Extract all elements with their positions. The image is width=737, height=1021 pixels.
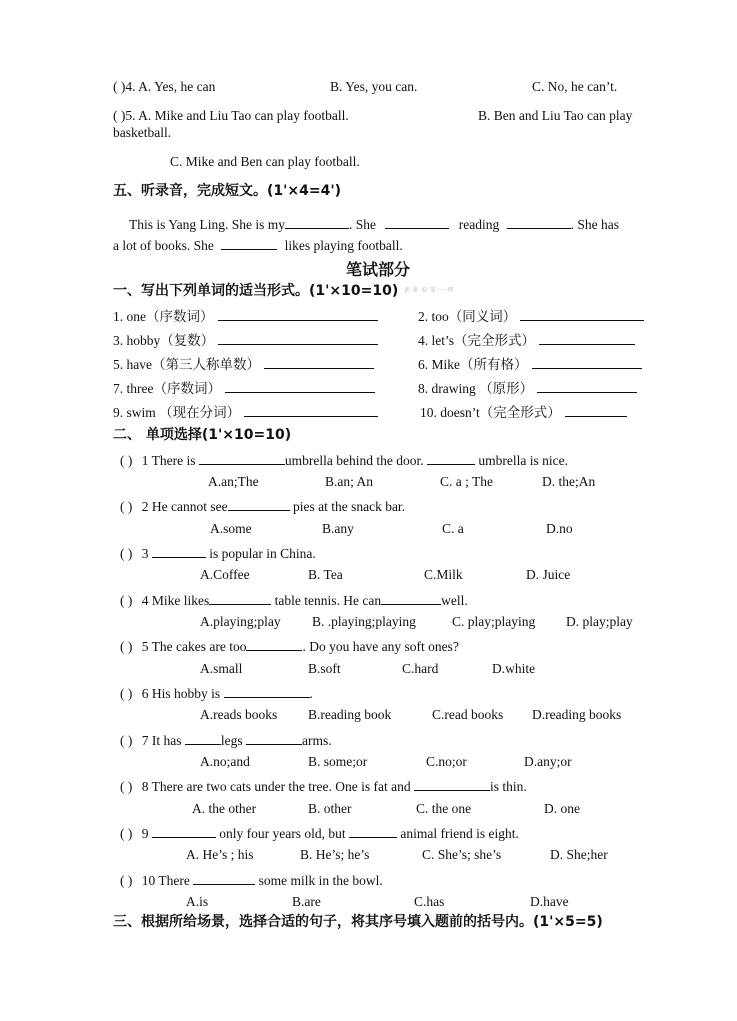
answer-blank[interactable]: [264, 354, 374, 369]
option-c: C. play;playing: [452, 614, 536, 629]
fill-blank[interactable]: [209, 590, 271, 605]
fill-blank[interactable]: [246, 636, 302, 651]
answer-blank[interactable]: [218, 306, 378, 321]
passage-line-2: a lot of books. She likes playing football.: [113, 235, 403, 255]
option-a: A. He’s ; his: [186, 847, 254, 862]
option-c: C. the one: [416, 801, 472, 816]
answer-paren: ( ): [113, 79, 126, 94]
option-a: A.playing;play: [200, 614, 281, 629]
answer-blank[interactable]: [539, 330, 635, 345]
fill-blank[interactable]: [199, 450, 285, 465]
fill-blank[interactable]: [152, 823, 216, 838]
part-1-title: 一、写出下列单词的适当形式。(1'×10=10) 新·课 ·标·第 ·一·网: [113, 283, 454, 299]
mc-question-10: ( ) 10 There some milk in the bowl.: [120, 870, 383, 890]
question-5: ( )5. A. Mike and Liu Tao can play football.: [113, 108, 349, 123]
answer-paren[interactable]: ( ): [120, 639, 133, 654]
fill-blank[interactable]: [385, 214, 449, 229]
option-d: D.reading books: [532, 707, 622, 722]
option-b: B.are: [292, 894, 321, 909]
option-b: B. .playing;playing: [312, 614, 416, 629]
fill-blank[interactable]: [381, 590, 441, 605]
fill-blank[interactable]: [221, 235, 277, 250]
fill-blank[interactable]: [507, 214, 571, 229]
answer-blank[interactable]: [244, 402, 378, 417]
option-d: D.no: [546, 521, 573, 536]
mc-question-7: ( ) 7 It has legs arms.: [120, 730, 332, 750]
watermark: 新·课 ·标·第 ·一·网: [404, 287, 454, 294]
option-c: C.read books: [432, 707, 504, 722]
section-5-title: 五、听录音，完成短文。(1'×4=4'): [113, 183, 342, 199]
option-a: A. Mike and Liu Tao can play football.: [138, 108, 349, 123]
option-d: D. Juice: [526, 567, 571, 582]
option-d: D. play;play: [566, 614, 633, 629]
answer-paren[interactable]: ( ): [120, 733, 133, 748]
fill-blank[interactable]: [349, 823, 397, 838]
option-b: B. Ben and Liu Tao can play: [478, 108, 633, 123]
fill-blank[interactable]: [285, 214, 349, 229]
option-d: D. the;An: [542, 474, 596, 489]
fill-blank[interactable]: [152, 543, 206, 558]
word-item-6: 6. Mike（所有格）: [418, 354, 642, 374]
word-item-1: 1. one（序数词）: [113, 306, 378, 326]
answer-paren[interactable]: ( ): [120, 826, 133, 841]
mc-question-9: ( ) 9 only four years old, but animal friend is eight.: [120, 823, 519, 843]
answer-blank[interactable]: [537, 378, 637, 393]
answer-blank[interactable]: [520, 306, 644, 321]
option-c: C.has: [414, 894, 445, 909]
option-d: D. one: [544, 801, 580, 816]
option-b: B.reading book: [308, 707, 392, 722]
option-b: B. Tea: [308, 567, 343, 582]
word-item-2: 2. too（同义词）: [418, 306, 644, 326]
answer-paren[interactable]: ( ): [120, 686, 133, 701]
fill-blank[interactable]: [224, 683, 310, 698]
passage-line-1: This is Yang Ling. She is my . She reading . She has: [129, 214, 619, 234]
word-item-3: 3. hobby（复数）: [113, 330, 378, 350]
option-a: A.is: [186, 894, 209, 909]
option-a: A.Coffee: [200, 567, 250, 582]
option-d: D. She;her: [550, 847, 608, 862]
option-c: C.Milk: [424, 567, 463, 582]
word-item-7: 7. three（序数词）: [113, 378, 375, 398]
mc-question-6: ( ) 6 His hobby is .: [120, 683, 313, 703]
answer-blank[interactable]: [565, 402, 627, 417]
option-d: D.any;or: [524, 754, 572, 769]
option-c: C. No, he can’t.: [532, 79, 618, 94]
option-c: C. She’s; she’s: [422, 847, 502, 862]
option-c: C. a ; The: [440, 474, 493, 489]
option-a: A.some: [210, 521, 252, 536]
option-c: C. Mike and Ben can play football.: [170, 154, 360, 169]
option-b: B.any: [322, 521, 354, 536]
fill-blank[interactable]: [427, 450, 475, 465]
option-d: D.white: [492, 661, 536, 676]
answer-paren: ( ): [113, 108, 126, 123]
fill-blank[interactable]: [414, 776, 490, 791]
mc-question-5: ( ) 5 The cakes are too . Do you have any soft ones?: [120, 636, 459, 656]
fill-blank[interactable]: [228, 496, 290, 511]
option-b: B. other: [308, 801, 352, 816]
word-item-8: 8. drawing （原形）: [418, 378, 637, 398]
part-2-title: 二、 单项选择(1'×10=10): [113, 427, 292, 443]
option-c: C.no;or: [426, 754, 467, 769]
mc-question-1: ( ) 1 There is umbrella behind the door. umbrella is nice.: [120, 450, 568, 470]
answer-paren[interactable]: ( ): [120, 593, 133, 608]
answer-paren[interactable]: ( ): [120, 779, 133, 794]
option-d: D.have: [530, 894, 569, 909]
fill-blank[interactable]: [185, 730, 221, 745]
option-a: A.no;and: [200, 754, 250, 769]
answer-blank[interactable]: [225, 378, 375, 393]
option-a: A.reads books: [200, 707, 278, 722]
fill-blank[interactable]: [246, 730, 302, 745]
option-b-continued: basketball.: [113, 125, 172, 140]
option-a: A.small: [200, 661, 243, 676]
option-c: C. a: [442, 521, 464, 536]
question-4: ( )4. A. Yes, he can: [113, 79, 216, 94]
option-b: B.soft: [308, 661, 341, 676]
answer-blank[interactable]: [532, 354, 642, 369]
answer-paren[interactable]: ( ): [120, 453, 133, 468]
answer-paren[interactable]: ( ): [120, 873, 133, 888]
option-b: B. He’s; he’s: [300, 847, 370, 862]
word-item-5: 5. have（第三人称单数）: [113, 354, 374, 374]
answer-paren[interactable]: ( ): [120, 499, 133, 514]
option-a: A. Yes, he can: [138, 79, 216, 94]
mc-question-3: ( ) 3 is popular in China.: [120, 543, 316, 563]
option-a: A. the other: [192, 801, 257, 816]
option-a: A.an;The: [208, 474, 259, 489]
written-part-heading: 笔试部分: [346, 260, 411, 279]
answer-paren[interactable]: ( ): [120, 546, 133, 561]
word-item-9: 9. swim （现在分词）: [113, 402, 378, 422]
option-b: B.an; An: [325, 474, 374, 489]
answer-blank[interactable]: [218, 330, 378, 345]
word-item-4: 4. let’s（完全形式）: [418, 330, 635, 350]
mc-question-4: ( ) 4 Mike likes table tennis. He can well.: [120, 590, 468, 610]
mc-question-8: ( ) 8 There are two cats under the tree. One is fat and is thin.: [120, 776, 527, 796]
option-c: C.hard: [402, 661, 439, 676]
part-3-title: 三、根据所给场景，选择合适的句子，将其序号填入题前的括号内。(1'×5=5): [113, 914, 603, 930]
mc-question-2: ( ) 2 He cannot see pies at the snack bar.: [120, 496, 405, 516]
option-b: B. Yes, you can.: [330, 79, 418, 94]
option-b: B. some;or: [308, 754, 368, 769]
word-item-10: 10. doesn’t（完全形式）: [420, 402, 627, 422]
fill-blank[interactable]: [193, 870, 255, 885]
